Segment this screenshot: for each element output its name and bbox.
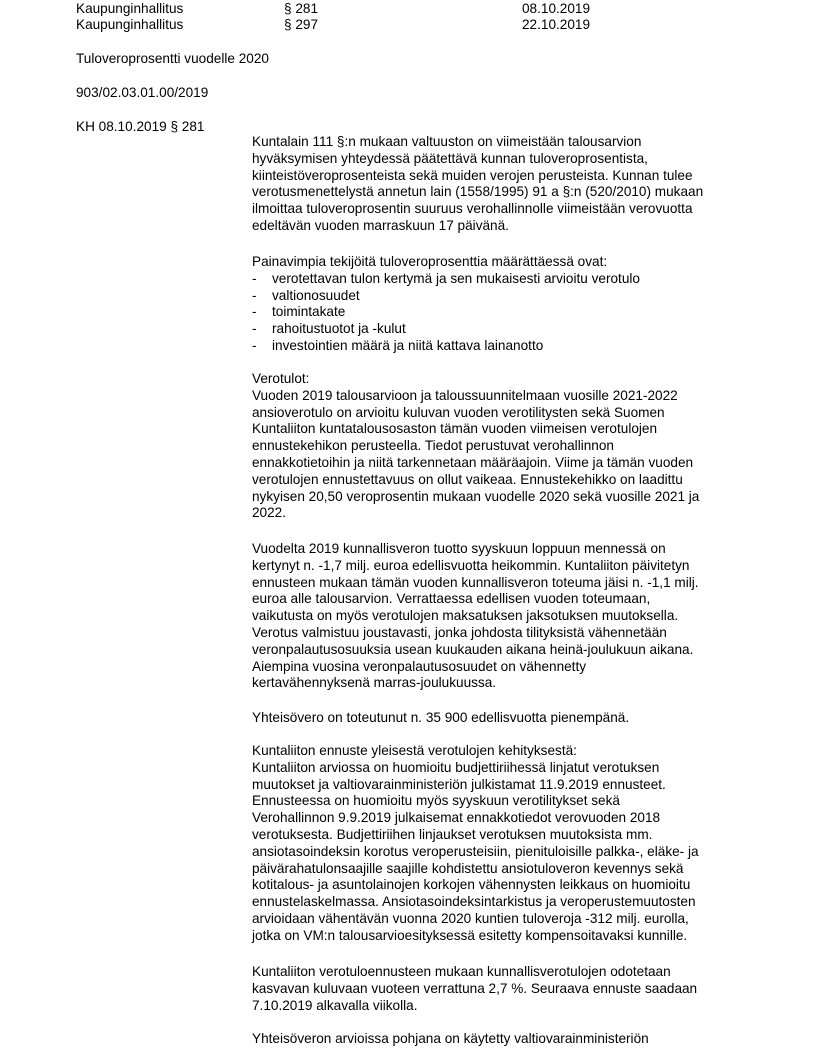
paragraph-kuntaliitto-forecast (252, 743, 772, 945)
meeting-body: Kaupunginhallitus (76, 17, 184, 32)
paragraph-legal-basis (252, 134, 772, 235)
meeting-date: 22.10.2019 (522, 17, 591, 32)
paragraph-yhteisovero-estimate (252, 1031, 772, 1048)
list-item: - toimintakate (252, 304, 772, 321)
paragraph-text: Vuodelta 2019 kunnallisveron tuotto syyskuun loppuun mennessä on kertynyt n. -1,7 milj. euroa edellisvuotta heikommin. Kuntaliiton päivitetyn ennusteen mukaan tämän vuoden kunnallisveron toteuma jäisi n. -1,1 milj. euroa alle talousarvion. Verrattaessa edellisen vuoden toteumaan, vaikutusta on myös verotulojen maksatuksen jaksotuksen muutoksella. Verotus valmistuu joustavasti, jonka johdosta tilityksistä vähennetään veronpalautusosuuksia usean kuukauden aikana heinä-joulukuun aikana. Aiempina vuosina veronpalautusosuudet on vähennetty kertavähennyksenä marras-joulukuussa. (252, 541, 699, 691)
meeting-date: 08.10.2019 (522, 1, 591, 16)
factors-intro: Painavimpia tekijöitä tuloveroprosenttia määrättäessä ovat: (252, 254, 608, 269)
record-number: 903/02.03.01.00/2019 (76, 85, 209, 100)
paragraph-kunnallisvero (252, 541, 772, 692)
paragraph-text: Verotulot: Vuoden 2019 talousarvioon ja taloussuunnitelmaan vuosille 2021-2022 ansioverotulo on arvioitu kuluvan vuoden verotilitysten sekä Suomen Kuntaliiton kuntatalousosaston tämän vuoden viimeisen verotulojen ennustekehikon perusteella. Tiedot perustuvat verohallinnon ennakkotietoihin ja niitä tarkennetaan määräajoin. Viime ja tämän vuoden verotulojen ennustettavuus on ollut vaikeaa. Ennustekehikko on laadittu nykyisen 20,50 veroprosentin mukaan vuodelle 2020 sekä vuosille 2021 ja 2022. (252, 371, 700, 521)
paragraph-text: Kuntalain 111 §:n mukaan valtuuston on viimeistään talousarvion hyväksymisen yhteydessä päätettävä kunnan tuloveroprosentista, kiinteistöveroprosenteista sekä muiden verojen perusteista. Kunnan tulee verotusmenettelystä annetun lain (1558/1995) 91 a §:n (520/2010) mukaan ilmoittaa tuloveroprosentin suuruus verohallinnolle viimeistään verovuotta edeltävän vuoden marraskuun 17 päivänä. (252, 134, 704, 233)
paragraph-text: Yhteisöveron arvioissa pohjana on käytetty valtiovarainministeriön (252, 1031, 649, 1046)
document-title: Tuloveroprosentti vuodelle 2020 (76, 51, 269, 66)
paragraph-growth (252, 964, 772, 1014)
list-item: - rahoitustuotot ja -kulut (252, 321, 772, 338)
list-item: - valtionosuudet (252, 288, 772, 305)
factors-list (252, 271, 772, 355)
factors-section (252, 254, 772, 355)
list-item: - investointien määrä ja niitä kattava lainanotto (252, 338, 772, 355)
paragraph-text: Yhteisövero on toteutunut n. 35 900 edellisvuotta pienempänä. (252, 710, 630, 725)
list-item: - verotettavan tulon kertymä ja sen mukaisesti arvioitu verotulo (252, 271, 772, 288)
meeting-reference: KH 08.10.2019 § 281 (76, 119, 205, 134)
paragraph-text: Kuntaliiton ennuste yleisestä verotulojen kehityksestä: Kuntaliiton arviossa on huomioitu budjettiriihessä linjatut verotuksen muutokset ja valtiovarainministeriön julkistamat 11.9.2019 ennusteet. Ennusteessa on huomioitu myös syyskuun verotilitykset sekä Verohallinnon 9.9.2019 julkaisemat ennakkotiedot verovuoden 2018 verotuksesta. Budjettiriihen linjaukset verotuksen muutoksista mm. ansiotasoindeksin korotus veroperusteisiin, pienituloisille palkka-, eläke- ja päivärahatulonsaajille saajille kohdistettu ansiotuloveron kevennys sekä kotitalous- ja asuntolainojen korkojen vähennysten leikkaus on huomioitu ennustelaskelmassa. Ansiotasoindeksintarkistus ja veroperustemuutosten arvioidaan vähentävän vuonna 2020 kuntien tuloveroja -312 milj. eurolla, jotka on VM:n talousarvioesityksessä esitetty kompensoitavaksi kunnille. (252, 743, 699, 943)
meeting-body: Kaupunginhallitus (76, 1, 184, 16)
paragraph-verotulot (252, 371, 772, 522)
meeting-section: § 281 (284, 1, 319, 16)
paragraph-yhteisovero (252, 710, 772, 727)
meeting-section: § 297 (284, 17, 319, 32)
paragraph-text: Kuntaliiton verotuloennusteen mukaan kunnallisverotulojen odotetaan kasvavan kuluvaan vuoteen verrattuna 2,7 %. Seuraava ennuste saadaan 7.10.2019 alkavalla viikolla. (252, 964, 698, 1013)
